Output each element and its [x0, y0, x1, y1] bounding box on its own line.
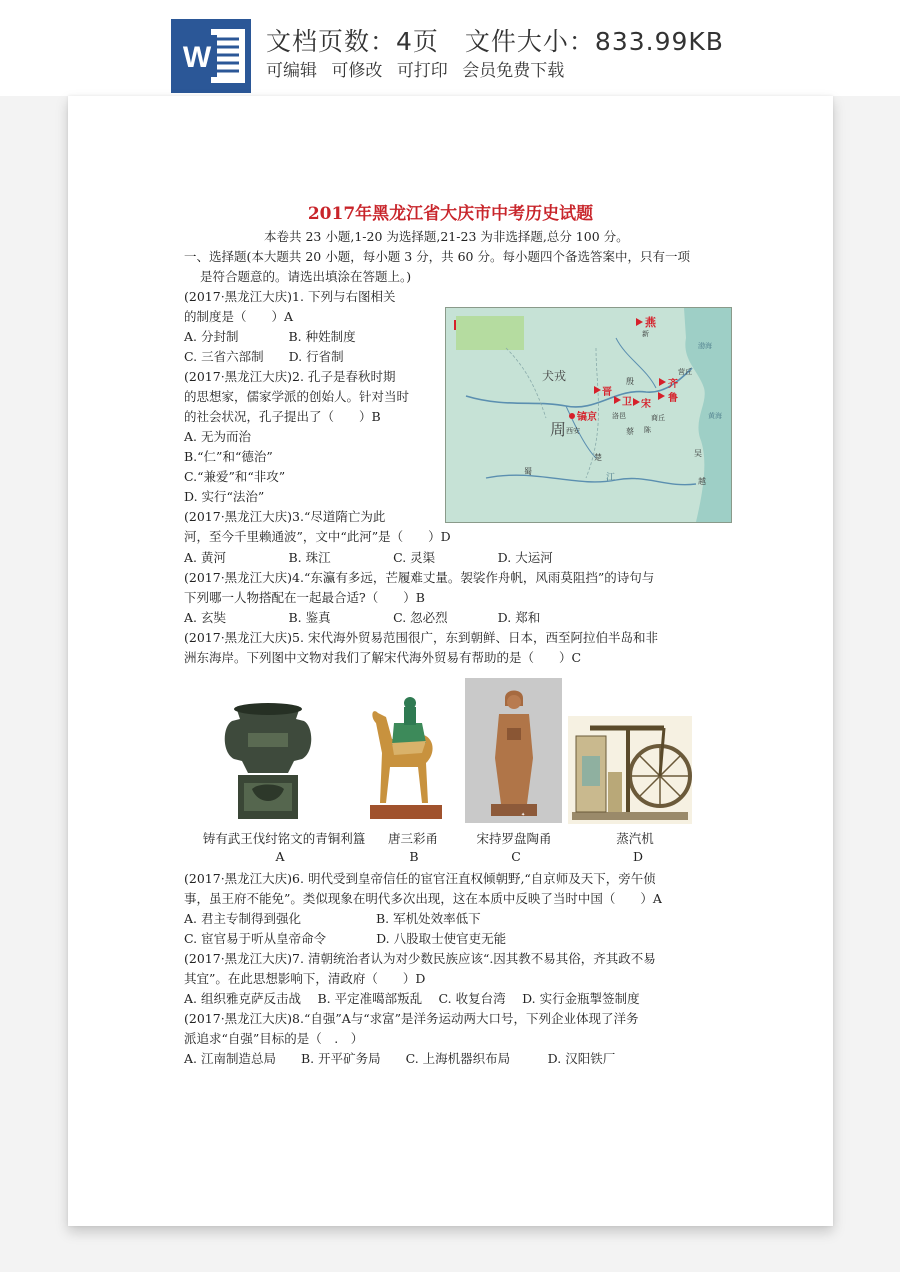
- document-title: 2017年黑龙江省大庆市中考历史试题: [307, 204, 594, 224]
- q3-stem-cont: 河，至今千里赖通波”，文中“此河”是（ ）D: [184, 529, 451, 544]
- artifact-caption-b: 唐三彩甬: [387, 831, 438, 846]
- download-banner: [0, 0, 900, 96]
- map-label-qi: 齐: [668, 379, 678, 390]
- q8-options: A. 江南制造总局 B. 开平矿务局 C. 上海机器织布局 D. 汉阳铁厂: [184, 1051, 616, 1066]
- q2-stem-cont: 的思想家，儒家学派的创始人。针对当时: [184, 389, 410, 404]
- q2-option-c: C.“兼爱”和“非攻”: [184, 469, 286, 484]
- map-label-zhou: 周: [550, 420, 567, 439]
- map-label-jiang: 江: [606, 473, 616, 483]
- map-label-yan: 燕: [645, 316, 656, 329]
- section-heading-cont: 是符合题意的。请选出填涂在答题上。): [200, 269, 412, 284]
- map-label-shangqiu: 商丘: [651, 414, 665, 422]
- artifact-caption-a: 铸有武王伐纣铭文的青铜利簋: [202, 831, 366, 846]
- q3-stem: (2017·黑龙江大庆)3.“尽道隋亡为此: [184, 509, 386, 524]
- steam-engine-image: [568, 716, 692, 824]
- map-label-xian: 西安: [566, 427, 580, 435]
- document-page: [68, 96, 833, 1226]
- map-label-shu: 蜀: [524, 467, 532, 476]
- exam-intro: 本卷共 23 小题,1-20 为选择题,21-23 为非选择题,总分 100 分。: [264, 229, 629, 244]
- q2-option-d: D. 实行“法治”: [184, 489, 265, 504]
- banner-file-info: [266, 22, 724, 58]
- q7-stem: (2017·黑龙江大庆)7. 清朝统治者认为对少数民族应该“.因其教不易其俗，齐其政不易: [184, 951, 656, 966]
- q1-stem-cont: 的制度是（ ）A: [184, 309, 294, 324]
- map-label-yue: 越: [698, 477, 706, 486]
- artifact-caption-d: 蒸汽机: [616, 831, 654, 846]
- file-size: 文件大小：833.99KB: [464, 27, 724, 56]
- map-graphic: [446, 308, 731, 522]
- q7-stem-cont: 其宜”。在此思想影响下，清政府（ ）D: [184, 971, 426, 986]
- map-label-yingqiu: 营丘: [678, 368, 692, 376]
- artifact-letter-a: A: [275, 849, 285, 864]
- banner-features: [266, 56, 573, 81]
- map-label-song: 宋: [641, 399, 651, 410]
- q1-stem: (2017·黑龙江大庆)1. 下列与右图相关: [184, 289, 396, 304]
- map-label-chu: 楚: [594, 453, 602, 462]
- artifact-caption-c: 宋持罗盘陶甬: [476, 831, 552, 846]
- map-label-quanrong: 犬戎: [542, 369, 567, 383]
- artifact-letter-d: D: [632, 849, 644, 864]
- q4-options: A. 玄奘 B. 鉴真 C. 忽必烈 D. 郑和: [184, 610, 541, 625]
- q1-options-cd: C. 三省六部制 D. 行省制: [184, 349, 344, 364]
- svg-text:✦: ✦: [521, 812, 526, 818]
- zhou-fengjian-map: [445, 307, 732, 523]
- q4-stem: (2017·黑龙江大庆)4.“东瀛有多远，芒履难丈量。袈裟作舟帆，风雨莫阻挡”的诗句与: [184, 570, 655, 585]
- q2-option-b: B.“仁”和“德治”: [184, 449, 273, 464]
- q1-options-ab: A. 分封制 B. 种姓制度: [184, 329, 356, 344]
- feature-editable: 可编辑: [266, 61, 317, 81]
- q6-stem: (2017·黑龙江大庆)6. 明代受到皇帝信任的宦官汪直权倾朝野,“自京师及天下，旁午侦: [184, 871, 656, 886]
- map-label-bohai: 渤海: [698, 342, 712, 350]
- map-label-luoyi: 洛邑: [612, 412, 626, 420]
- map-label-haojing: 镐京: [577, 412, 597, 423]
- q2-stem: (2017·黑龙江大庆)2. 孔子是春秋时期: [184, 369, 396, 384]
- q2-option-a: A. 无为而治: [184, 429, 251, 444]
- q5-stem: (2017·黑龙江大庆)5. 宋代海外贸易范围很广，东到朝鲜、日本，西至阿拉伯半岛和非: [184, 630, 658, 645]
- feature-printable: 可打印: [396, 61, 448, 81]
- tang-sancai-camel-image: [364, 683, 448, 823]
- map-label-jin: 晋: [602, 387, 612, 398]
- q6-options-cd: C. 宦官易于听从皇帝命令 D. 八股取士使官吏无能: [184, 931, 507, 946]
- q4-stem-cont: 下列哪一人物搭配在一起最合适?（ ）B: [184, 590, 425, 605]
- q6-options-ab: A. 君主专制得到强化 B. 军机处效率低下: [184, 911, 481, 926]
- q8-stem-cont: 派追求“自强”目标的是（ . ）: [184, 1031, 364, 1046]
- q5-stem-cont: 洲东海岸。下列图中文物对我们了解宋代海外贸易有帮助的是（ ）C: [184, 650, 582, 665]
- word-document-icon: [171, 19, 251, 93]
- map-label-xin: 新: [642, 330, 649, 338]
- map-label-wu: 吴: [694, 449, 702, 458]
- q7-options: A. 组织雅克萨反击战 B. 平定准噶部叛乱 C. 收复台湾 D. 实行金瓶掣签制度: [184, 991, 640, 1006]
- page-count: 文档页数：4页: [266, 27, 439, 56]
- map-label-cai: 蔡: [626, 427, 634, 436]
- map-label-yin: 殷: [626, 377, 634, 386]
- q6-stem-cont: 事，虽王府不能免”。类似现象在明代多次出现，这在本质中反映了当时中国（ ）A: [184, 891, 662, 906]
- artifact-letter-b: B: [409, 849, 419, 864]
- song-compass-figurine-image: [465, 678, 562, 823]
- section-heading: 一、选择题(本大题共 20 小题，每小题 3 分，共 60 分。每小题四个备选答案中，只有一项: [184, 249, 690, 264]
- feature-modifiable: 可修改: [331, 61, 383, 81]
- q3-options: A. 黄河 B. 珠江 C. 灵渠 D. 大运河: [184, 550, 553, 565]
- map-label-chen: 陈: [644, 426, 651, 434]
- artifact-letter-c: C: [511, 849, 521, 864]
- bronze-gui-image: [218, 693, 318, 823]
- word-icon-letter: W: [182, 41, 212, 74]
- map-label-lu: 鲁: [668, 393, 678, 404]
- q8-stem: (2017·黑龙江大庆)8.“自强”A与“求富”是洋务运动两大口号，下列企业体现了洋务: [184, 1011, 639, 1026]
- map-label-wei: 卫: [622, 397, 632, 408]
- map-label-huanghai: 黄海: [708, 412, 722, 420]
- feature-free-download[interactable]: 会员免费下载: [462, 61, 565, 81]
- q2-stem-end: 的社会状况，孔子提出了（ ）B: [184, 409, 381, 424]
